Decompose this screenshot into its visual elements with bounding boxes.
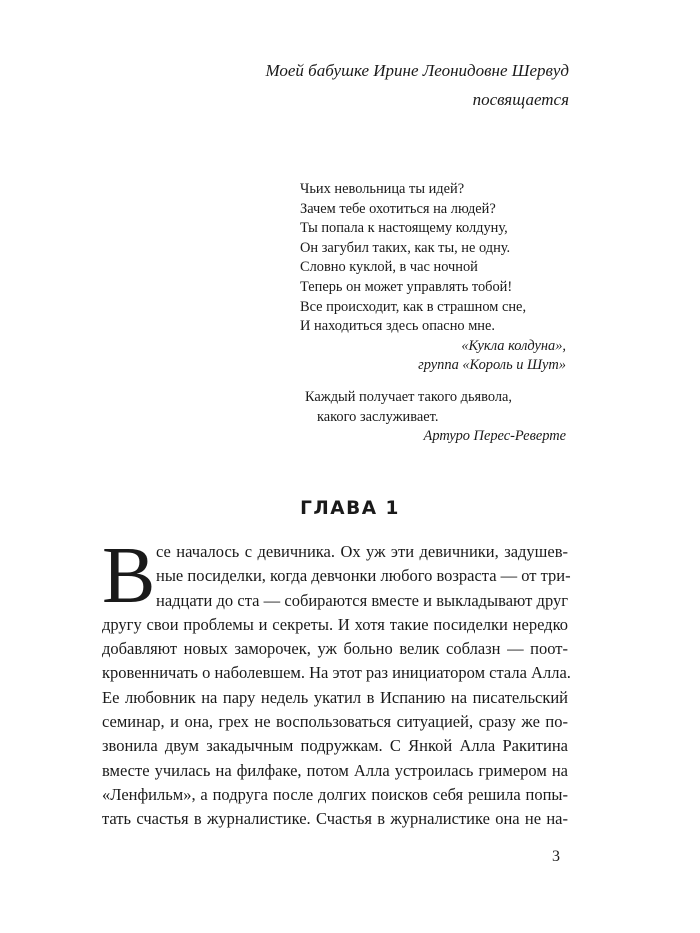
text-line: вместе училась на филфаке, потом Алла устроилась гримером на: [102, 760, 568, 780]
dedication-line: Моей бабушке Ирине Леонидовне Шервуд: [265, 61, 569, 80]
epigraph-line: Словно куклой, в час ночной: [300, 259, 478, 276]
body-text: [102, 532, 571, 832]
text-line: Ее любовник на пару недель укатил в Испанию на писательский: [102, 687, 568, 707]
text-line: надцати до ста — собираются вместе и выкладывают друг: [156, 590, 568, 610]
text-line: добавляют новых заморочек, уж больно велик соблазн — поот-: [102, 639, 568, 659]
epigraph-line: какого заслуживает.: [317, 408, 439, 425]
epigraph-line: Все происходит, как в страшном сне,: [300, 298, 527, 315]
chapter-title: ГЛАВА 1: [300, 498, 400, 519]
text-line: ные посиделки, когда девчонки любого возраста — от три-: [156, 566, 571, 586]
text-line: кровенничать о наболевшем. На этот раз инициатором стала Алла.: [102, 663, 571, 683]
epigraph-quote: [305, 388, 566, 447]
dedication: [265, 56, 569, 114]
page-number: 3: [552, 848, 560, 865]
drop-cap: В: [102, 532, 156, 620]
text-line: тать счастья в журналистике. Счастья в журналистике она не на-: [102, 809, 568, 829]
epigraph-line: Теперь он может управлять тобой!: [300, 278, 513, 295]
epigraph-line: Он загубил таких, как ты, не одну.: [300, 239, 511, 256]
epigraph-line: Каждый получает такого дьявола,: [305, 389, 513, 405]
epigraph-line: Ты попала к настоящему колдуну,: [300, 220, 508, 237]
epigraph-source-title: «Кукла колдуна»,: [461, 337, 566, 354]
epigraph-song: [300, 180, 566, 376]
epigraph-line: Зачем тебе охотиться на людей?: [300, 200, 496, 217]
epigraph-line: И находиться здесь опасно мне.: [300, 318, 495, 335]
dedication-line: посвящается: [472, 90, 569, 109]
text-line: «Ленфильм», а подруга после долгих поисков себя решила попы-: [102, 784, 568, 804]
text-line: семинар, и она, грех не воспользоваться ситуацией, сразу же по-: [102, 712, 568, 732]
text-line: се началось с девичника. Ох уж эти девичники, задушев-: [156, 542, 568, 561]
epigraph-author: Артуро Перес-Реверте: [423, 428, 566, 445]
epigraph-source-author: группа «Король и Шут»: [418, 357, 566, 374]
epigraph-line: Чьих невольница ты идей?: [300, 181, 465, 197]
text-line: звонила двум закадычным подружкам. С Янкой Алла Ракитина: [102, 736, 568, 756]
text-line: другу свои проблемы и секреты. И хотя такие посиделки нередко: [102, 614, 568, 634]
